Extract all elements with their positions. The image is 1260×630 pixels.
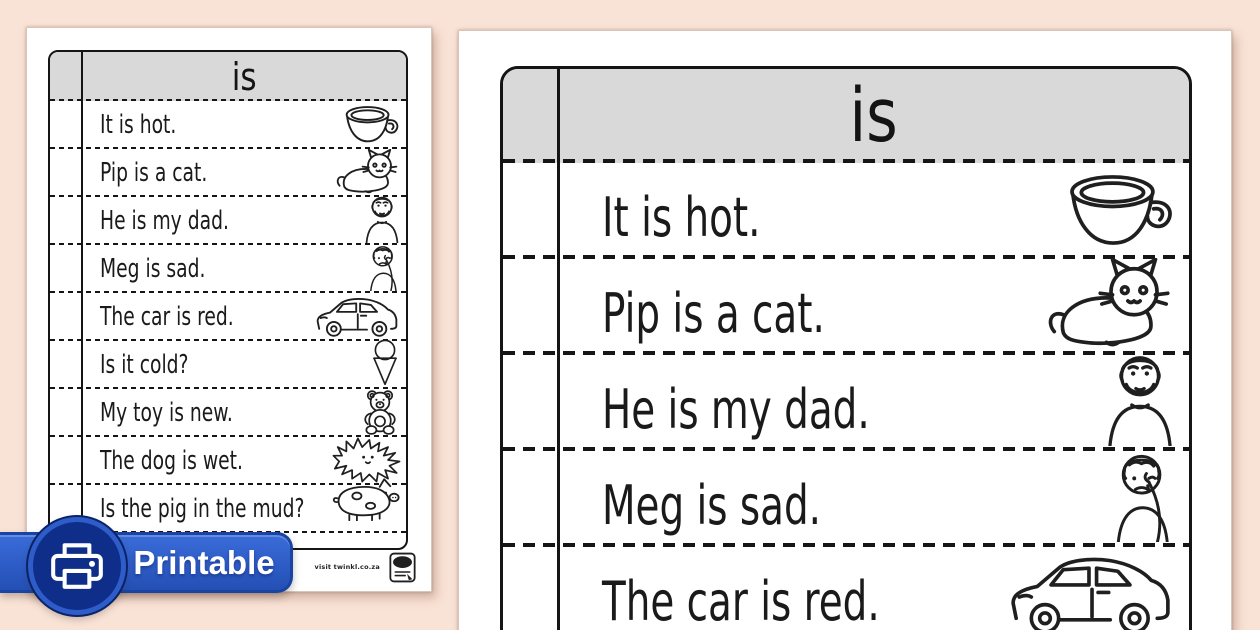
sentence-row bbox=[50, 389, 406, 437]
sentence-row bbox=[503, 355, 1189, 451]
dad-image bbox=[363, 195, 401, 243]
sad-child-image bbox=[1111, 449, 1177, 542]
printable-badge-label: Printable bbox=[133, 543, 275, 581]
car-image bbox=[1004, 550, 1177, 630]
sad-child-image bbox=[367, 243, 401, 291]
sentence-row bbox=[503, 163, 1189, 259]
sentence-row bbox=[50, 149, 406, 197]
margin-line bbox=[81, 52, 83, 548]
sentence-row bbox=[50, 293, 406, 341]
margin-line bbox=[557, 69, 560, 630]
sentence-text: It is hot. bbox=[100, 110, 177, 140]
worksheet-title: is bbox=[849, 73, 899, 159]
teddy-bear-image bbox=[359, 389, 401, 435]
sentence-row bbox=[503, 259, 1189, 355]
worksheet-page-thumbnail bbox=[26, 27, 432, 592]
dad-image bbox=[1103, 353, 1177, 446]
sentence-row bbox=[50, 341, 406, 389]
sentence-text: Is it cold? bbox=[100, 350, 189, 380]
table-header bbox=[50, 52, 406, 101]
worksheet-title: is bbox=[231, 54, 257, 99]
table-header bbox=[503, 69, 1189, 163]
sentence-text: Pip is a cat. bbox=[100, 158, 208, 188]
sentence-text: Is the pig in the mud? bbox=[100, 494, 305, 524]
worksheet-table bbox=[48, 50, 408, 550]
printer-icon bbox=[47, 538, 107, 595]
sentence-text: The car is red. bbox=[100, 302, 234, 332]
worksheet-table bbox=[500, 66, 1192, 630]
printable-badge-circle bbox=[28, 517, 126, 615]
sentence-text: Meg is sad. bbox=[100, 254, 206, 284]
sentence-text: Meg is sad. bbox=[602, 474, 822, 537]
sentence-text: He is my dad. bbox=[602, 378, 870, 441]
sentence-text: My toy is new. bbox=[100, 398, 233, 428]
sentence-row bbox=[503, 451, 1189, 547]
sentence-text: He is my dad. bbox=[100, 206, 229, 236]
cat-image bbox=[1045, 258, 1177, 350]
sentence-row bbox=[50, 197, 406, 245]
sentence-row bbox=[50, 101, 406, 149]
sentence-text: The dog is wet. bbox=[100, 446, 243, 476]
sentence-text: It is hot. bbox=[602, 186, 761, 249]
sentence-text: Pip is a cat. bbox=[602, 282, 825, 345]
car-image bbox=[313, 294, 401, 339]
cup-image bbox=[343, 105, 401, 147]
pig-image bbox=[331, 477, 401, 521]
sentence-row bbox=[50, 245, 406, 293]
ice-cream-image bbox=[369, 339, 401, 387]
twinkl-logo bbox=[389, 552, 416, 583]
worksheet-page-zoomed bbox=[458, 30, 1232, 630]
cup-image bbox=[1065, 173, 1177, 254]
sentence-text: The car is red. bbox=[602, 570, 880, 630]
sentence-row bbox=[503, 547, 1189, 630]
visit-link-text: visit twinkl.co.za bbox=[314, 563, 380, 571]
cat-image bbox=[335, 149, 401, 195]
